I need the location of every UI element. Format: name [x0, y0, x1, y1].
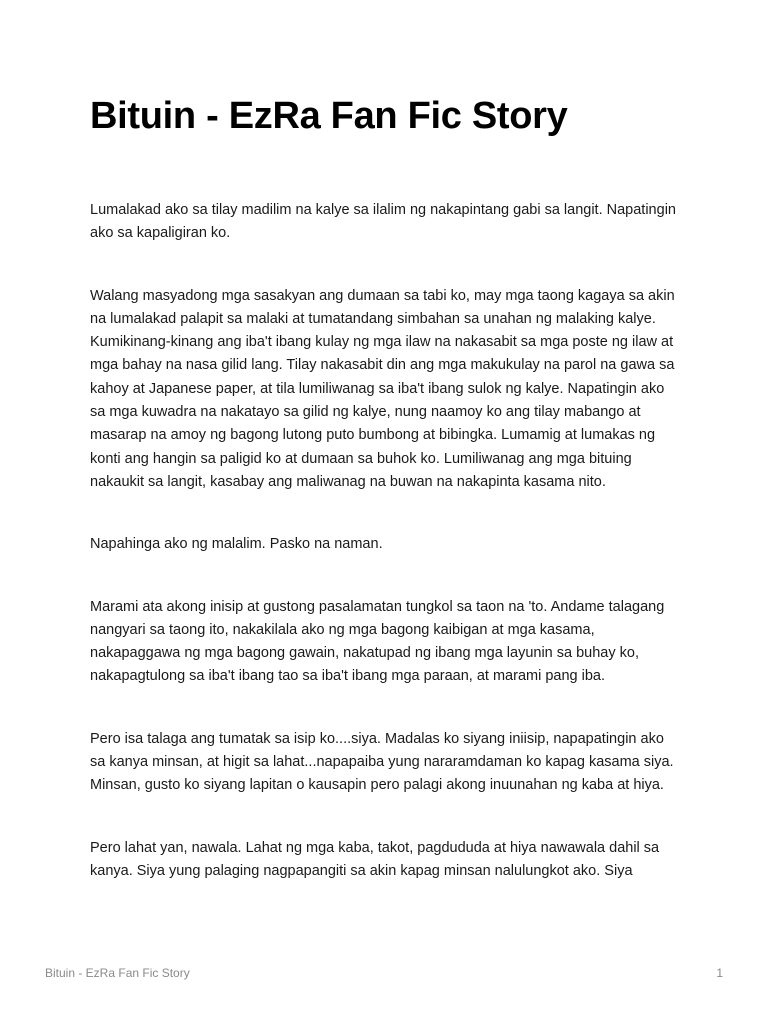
story-body — [90, 199, 682, 922]
paragraph-5: Pero isa talaga ang tumatak sa isip ko....siya. Madalas ko siyang iniisip, napapatingin ako sa kanya minsan, at higit sa lahat...napapaiba yung nararamdaman ko kapag kasama siya. Minsan, gusto ko siyang lapitan o kausapin pero palagi akong inuunahan ng kaba at hiya. — [90, 730, 674, 794]
footer-document-title: Bituin - EzRa Fan Fic Story — [45, 966, 190, 980]
paragraph-2: Walang masyadong mga sasakyan ang dumaan sa tabi ko, may mga taong kagaya sa akin na lumalakad palapit sa malaki at tumatandang simbahan sa unahan ng malaking kalye. Kumikinang-kinang ang iba't ibang kulay ng mga ilaw na nakasabit sa mga poste ng ilaw at mga bahay na nasa gilid lang. Tilay nakasabit din ang mga makukulay na parol na gawa sa kahoy at Japanese paper, at tila lumiliwanag sa iba't ibang sulok ng kalye. Napatingin ako sa mga kuwadra na nakatayo sa gilid ng kalye, nung naamoy ko ang tilay mabango at masarap na amoy ng bagong lutong puto bumbong at bibingka. Lumamig at lumakas ng konti ang hangin sa paligid ko at dumaan sa buhok ko. Lumiliwanag ang mga bituing nakaukit sa langit, kasabay ang maliwanag na buwan na nakapinta kasama nito. — [90, 287, 675, 490]
footer-page-number: 1 — [716, 966, 723, 980]
paragraph-4: Marami ata akong inisip at gustong pasalamatan tungkol sa taon na 'to. Andame talagang nangyari sa taong ito, nakakilala ako ng mga bagong kaibigan at mga kasama, nakapaggawa ng mga bagong gawain, nakatupad ng ibang mga layunin sa buhay ko, nakapagtulong sa iba't ibang tao sa iba't ibang mga paraan, at marami pang iba. — [90, 598, 665, 685]
paragraph-6: Pero lahat yan, nawala. Lahat ng mga kaba, takot, pagdududa at hiya nawawala dahil sa kanya. Siya yung palaging nagpapangiti sa akin kapag minsan nalulungkot ako. Siya — [90, 839, 660, 879]
paragraph-3: Napahinga ako ng malalim. Pasko na naman. — [90, 536, 383, 553]
document-title: Bituin - EzRa Fan Fic Story — [90, 95, 568, 137]
paragraph-1: Lumalakad ako sa tilay madilim na kalye sa ilalim ng nakapintang gabi sa langit. Napatingin ako sa kapaligiran ko. — [90, 202, 676, 242]
